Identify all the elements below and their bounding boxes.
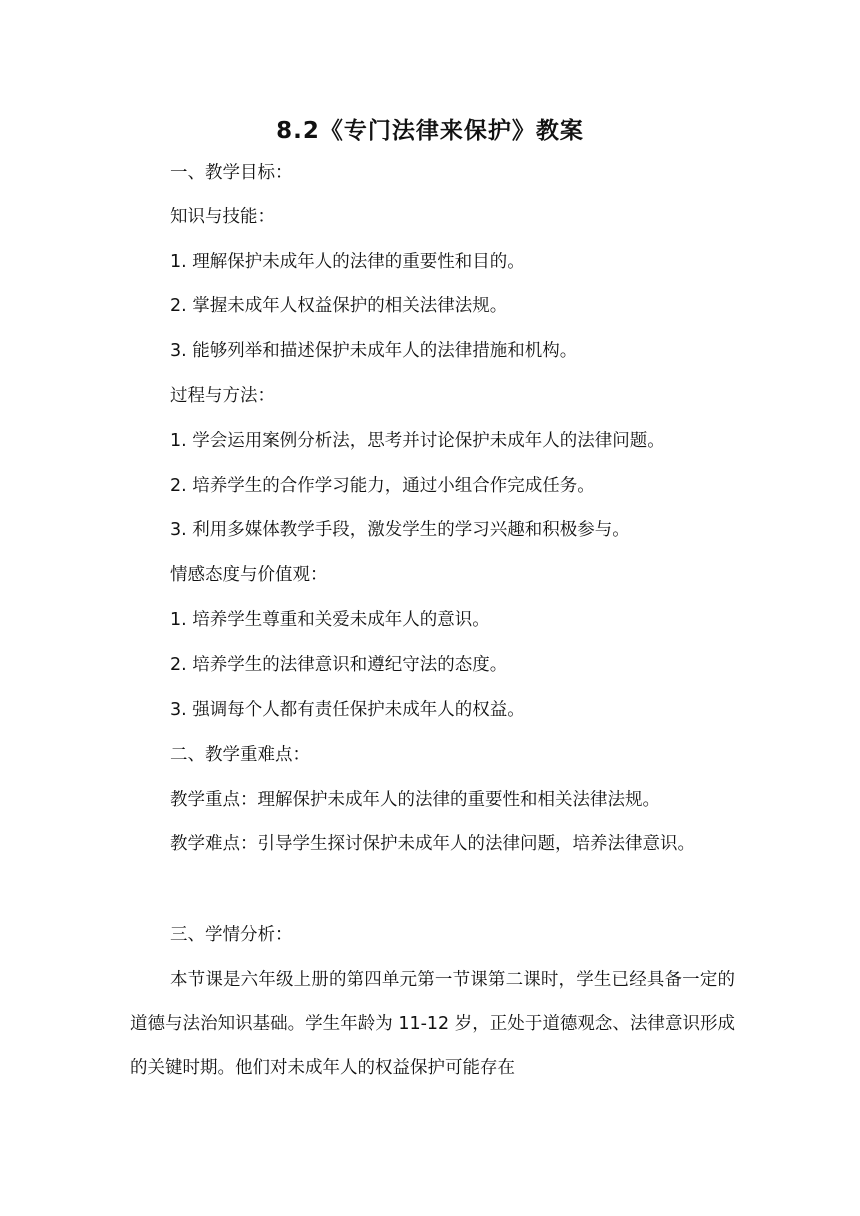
key-point-text: 教学重点：理解保护未成年人的法律的重要性和相关法律法规。 [170, 790, 660, 810]
document-title: 8.2《专门法律来保护》教案 [276, 118, 584, 144]
section-heading-objectives: 一、教学目标： [170, 163, 293, 183]
list-item: 2. 培养学生的法律意识和遵纪守法的态度。 [170, 655, 508, 675]
list-item: 1. 培养学生尊重和关爱未成年人的意识。 [170, 610, 490, 630]
list-item: 1. 学会运用案例分析法，思考并讨论保护未成年人的法律问题。 [170, 431, 665, 451]
list-item: 3. 利用多媒体教学手段，激发学生的学习兴趣和积极参与。 [170, 520, 630, 540]
subheading-process-method: 过程与方法： [170, 386, 275, 406]
analysis-paragraph: 本节课是六年级上册的第四单元第一节课第二课时，学生已经具备一定的道德与法治知识基础。学生年龄为 11-12 岁，正处于道德观念、法律意识形成的关键时期。他们对未成年人的权益保护可能存在 [130, 970, 735, 1078]
list-item: 3. 能够列举和描述保护未成年人的法律措施和机构。 [170, 341, 578, 361]
list-item: 3. 强调每个人都有责任保护未成年人的权益。 [170, 700, 525, 720]
subheading-knowledge-skills: 知识与技能： [170, 207, 275, 227]
list-item: 1. 理解保护未成年人的法律的重要性和目的。 [170, 252, 525, 272]
section-heading-key-difficult: 二、教学重难点： [170, 745, 310, 765]
list-item: 2. 掌握未成年人权益保护的相关法律法规。 [170, 296, 508, 316]
difficult-point-paragraph: 教学难点：引导学生探讨保护未成年人的法律问题，培养法律意识。 [170, 834, 695, 854]
section-heading-analysis: 三、学情分析： [170, 925, 293, 945]
list-item: 2. 培养学生的合作学习能力，通过小组合作完成任务。 [170, 476, 595, 496]
subheading-emotion-attitude: 情感态度与价值观： [170, 565, 328, 585]
